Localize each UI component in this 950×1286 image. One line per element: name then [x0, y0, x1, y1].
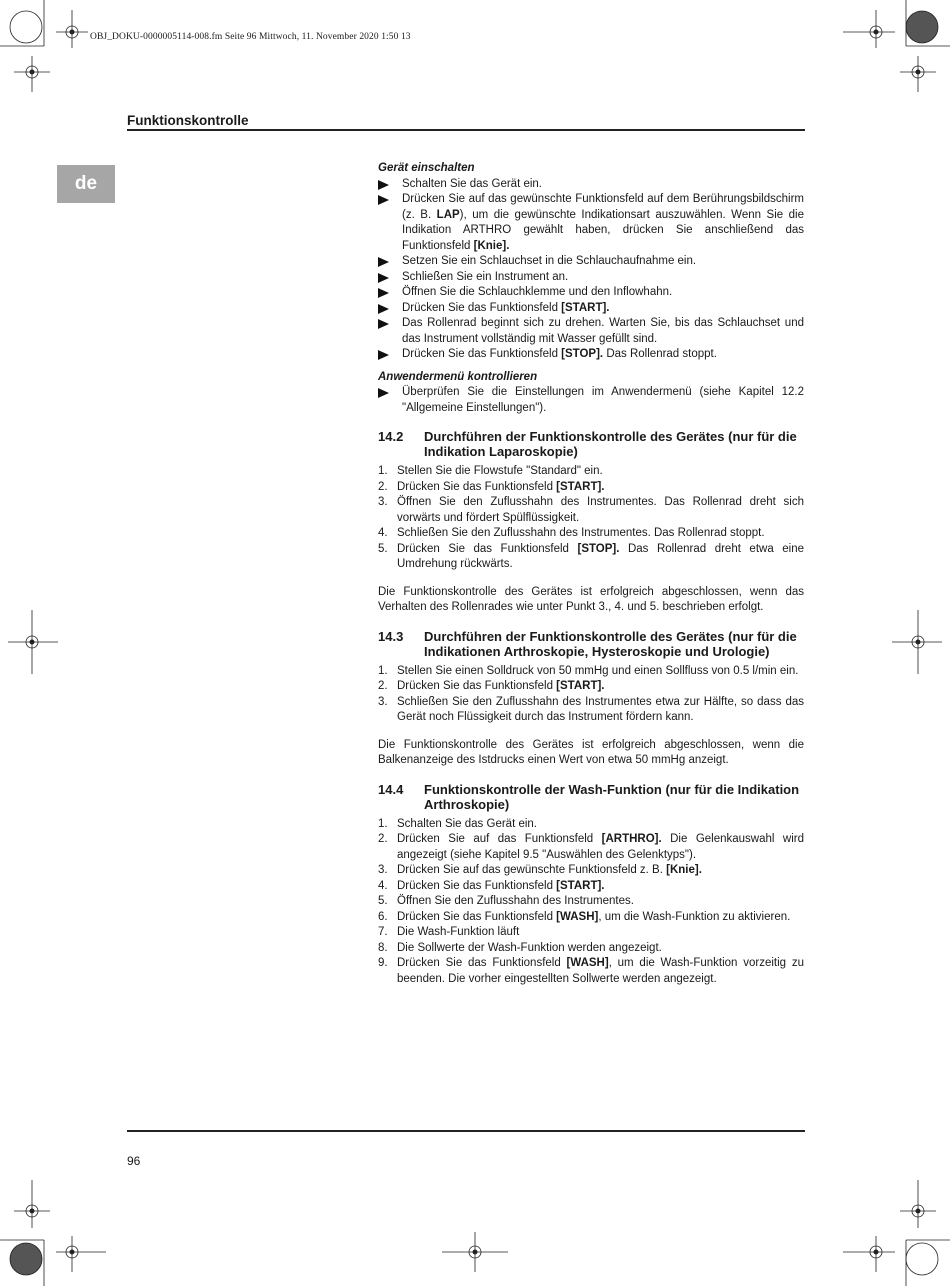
bullet-item: Drücken Sie das Funktionsfeld [START]. [378, 301, 804, 317]
numbered-item: 1. Schalten Sie das Gerät ein. [378, 817, 537, 830]
page-header-title: Funktionskontrolle [127, 113, 249, 128]
numbered-item: 6. Drücken Sie das Funktionsfeld [WASH], um die Wash-Funktion zu aktivieren. [378, 910, 791, 923]
triangle-bullet-icon [378, 350, 389, 360]
numbered-item: 2. Drücken Sie das Funktionsfeld [START]. [378, 680, 605, 692]
bullet-item: Öffnen Sie die Schlauchklemme und den Inflowhahn. [378, 285, 804, 301]
numbered-item: 1. Stellen Sie einen Solldruck von 50 mmHg und einen Sollfluss von 0.5 l/min ein. [378, 664, 799, 677]
paragraph-14-3: Die Funktionskontrolle des Gerätes ist erfolgreich abgeschlossen, wenn die Balkenanzeige des Istdrucks einen Wert von etwa 50 mmHg anzeigt. [378, 738, 804, 766]
page-number: 96 [127, 1154, 141, 1168]
numbered-item: 4. Schließen Sie den Zuflusshahn des Instrumentes. Das Rollenrad stoppt. [378, 527, 765, 539]
bullet-item: Drücken Sie auf das gewünschte Funktionsfeld auf dem Berührungsbildschirm (z. B. LAP), um die gewünschte Indikationsart auszuwählen. Wenn Sie die Indikation ARTHRO gewählt haben, drücken Sie anschließend das Funktionsfeld [Knie]. [378, 192, 804, 254]
numbered-item: 2. Drücken Sie das Funktionsfeld [START]. [378, 480, 605, 493]
triangle-bullet-icon [378, 257, 389, 267]
bullet-item: Schalten Sie das Gerät ein. [378, 177, 804, 193]
numbered-item: 5. Drücken Sie das Funktionsfeld [STOP]. Das Rollenrad dreht etwa eine Umdrehung rückwärts. [378, 542, 804, 570]
header-divider [127, 129, 805, 131]
main-content [378, 161, 804, 987]
triangle-bullet-icon [378, 195, 389, 205]
numbered-item: 7. Die Wash-Funktion läuft [378, 926, 520, 938]
triangle-bullet-icon [378, 304, 389, 314]
triangle-bullet-icon [378, 288, 389, 298]
triangle-bullet-icon [378, 388, 389, 398]
numbered-item: 8. Die Sollwerte der Wash-Funktion werden angezeigt. [378, 941, 662, 954]
numbered-item: 1. Stellen Sie die Flowstufe "Standard" ein. [378, 465, 603, 477]
triangle-bullet-icon [378, 319, 389, 329]
numbered-item: 9. Drücken Sie das Funktionsfeld [WASH], um die Wash-Funktion vorzeitig zu beenden. Die vorher eingestellten Sollwerte werden angezeigt. [378, 957, 804, 985]
bullet-item: Schließen Sie ein Instrument an. [378, 270, 804, 286]
numbered-item: 5. Öffnen Sie den Zuflusshahn des Instrumentes. [378, 895, 634, 907]
bullet-item: Drücken Sie das Funktionsfeld [STOP]. Das Rollenrad stoppt. [378, 347, 804, 363]
language-tab: de [57, 165, 115, 203]
numbered-item: 3. Drücken Sie auf das gewünschte Funktionsfeld z. B. [Knie]. [378, 864, 702, 876]
subheading-anwender: Anwendermenü kontrollieren [378, 370, 538, 383]
numbered-item: 3. Öffnen Sie den Zuflusshahn des Instrumentes. Das Rollenrad dreht sich vorwärts und fördert Spülflüssigkeit. [378, 496, 804, 524]
subheading-geraet: Gerät einschalten [378, 162, 475, 174]
section-heading-14-4: 14.4 Funktionskontrolle der Wash-Funktion (nur für die Indikation Arthroskopie) [378, 781, 800, 812]
numbered-item: 4. Drücken Sie das Funktionsfeld [START]. [378, 879, 605, 892]
triangle-bullet-icon [378, 273, 389, 283]
numbered-item: 2. Drücken Sie auf das Funktionsfeld [ARTHRO]. Die Gelenkauswahl wird angezeigt (siehe Kapitel 9.5 "Auswählen des Gelenktyps"). [378, 833, 804, 861]
numbered-item: 3. Schließen Sie den Zuflusshahn des Instrumentes etwa zur Hälfte, so dass das Gerät noch Flüssigkeit durch das Instrument fördern kann. [378, 695, 804, 723]
bullet-item: Setzen Sie ein Schlauchset in die Schlauchaufnahme ein. [378, 254, 804, 270]
print-slug: OBJ_DOKU-0000005114-008.fm Seite 96 Mittwoch, 11. November 2020 1:50 13 [90, 32, 411, 42]
section-heading-14-3: 14.3 Durchführen der Funktionskontrolle des Gerätes (nur für die Indikationen Arthroskopie, Hysteroskopie und Urologie) [378, 628, 797, 659]
section-heading-14-2: 14.2 Durchführen der Funktionskontrolle des Gerätes (nur für die Indikation Laparoskopie) [378, 429, 797, 459]
bullet-item: Das Rollenrad beginnt sich zu drehen. Warten Sie, bis das Schlauchset und das Instrument vollständig mit Wasser gefüllt sind. [378, 316, 804, 347]
triangle-bullet-icon [378, 180, 389, 190]
footer-divider [127, 1130, 805, 1132]
paragraph-14-2: Die Funktionskontrolle des Gerätes ist erfolgreich abgeschlossen, wenn das Verhalten des Rollenrades wie unter Punkt 3., 4. und 5. beschrieben erfolgt. [378, 585, 804, 613]
bullet-item: Überprüfen Sie die Einstellungen im Anwendermenü (siehe Kapitel 12.2 "Allgemeine Einstellungen"). [378, 385, 804, 416]
